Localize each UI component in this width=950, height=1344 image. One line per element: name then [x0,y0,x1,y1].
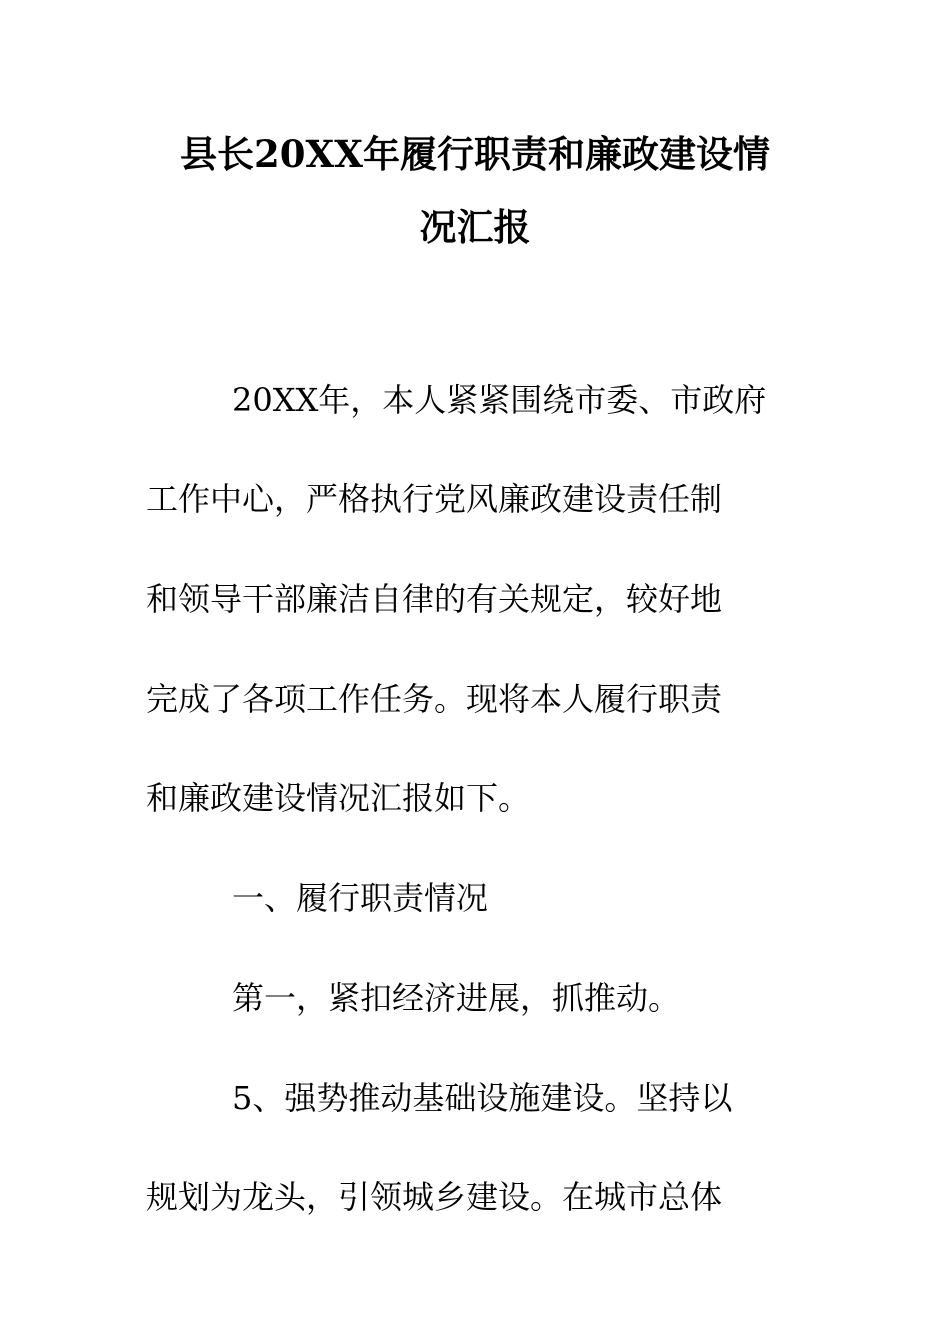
subsection-heading: 第一，紧扣经济进展，抓推动。 [232,979,681,1017]
document-title-line-1: 县长20XX年履行职责和廉政建设情 [180,132,770,176]
section-heading: 一、履行职责情况 [232,879,489,917]
paragraph-line: 完成了各项工作任务。现将本人履行职责 [146,680,723,718]
paragraph-line: 和廉政建设情况汇报如下。 [146,779,531,817]
document-title-line-2: 况汇报 [419,205,531,249]
paragraph-line: 5、强势推动基础设施建设。坚持以 [232,1079,733,1117]
paragraph-line: 和领导干部廉洁自律的有关规定，较好地 [146,580,723,618]
paragraph-line: 20XX年，本人紧紧围绕市委、市政府 [232,381,767,419]
paragraph-line: 工作中心，严格执行党风廉政建设责任制 [146,480,723,518]
paragraph-line: 规划为龙头，引领城乡建设。在城市总体 [146,1178,723,1216]
